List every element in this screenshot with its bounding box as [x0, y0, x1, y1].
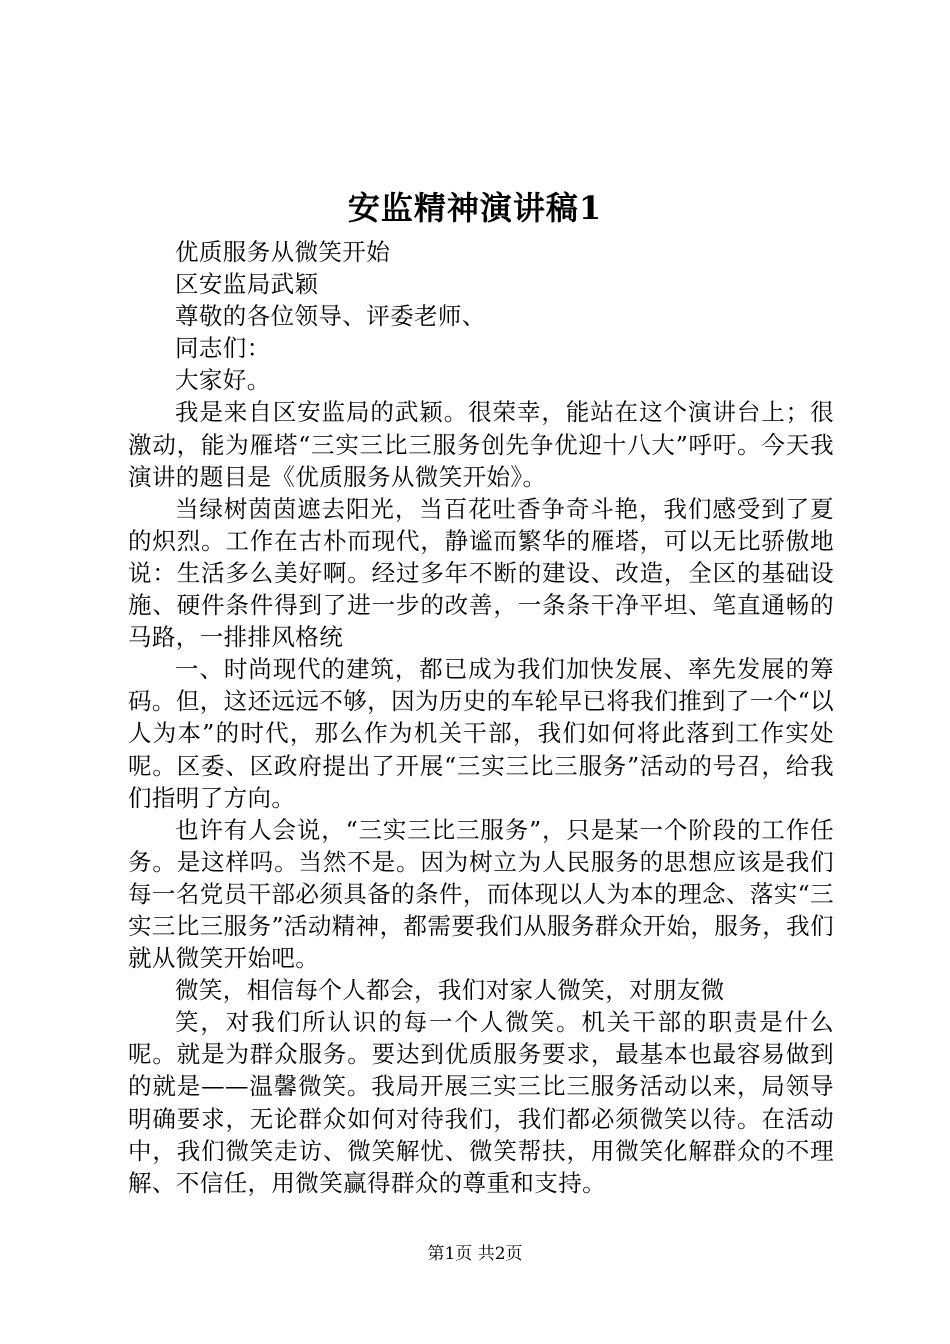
- paragraph-salutation-2: 同志们：: [175, 334, 271, 363]
- paragraph-summer: 当绿树茵茵遮去阳光，当百花吐香争奇斗艳，我们感受到了夏的炽烈。工作在古朴而现代，静谧而繁华的雁塔，可以无比骄傲地说：生活多么美好啊。经过多年不断的建设、改造，全区的基础设施、硬件条件得到了进一步的改善，一条条干净平坦、笔直通畅的马路，一排排风格统: [128, 494, 834, 652]
- paragraph-author: 区安监局武颖: [175, 270, 319, 299]
- paragraph-salutation-1: 尊敬的各位领导、评委老师、: [175, 302, 486, 331]
- paragraph-subtitle: 优质服务从微笑开始: [175, 238, 391, 266]
- paragraph-smile-intro: 微笑，相信每个人都会，我们对家人微笑，对朋友微: [175, 976, 725, 1005]
- paragraph-greeting: 大家好。: [175, 366, 271, 395]
- document-title: 安监精神演讲稿1: [347, 189, 603, 227]
- paragraph-intro: 我是来自区安监局的武颖。很荣幸，能站在这个演讲台上；很激动，能为雁塔“三实三比三服务创先争优迎十八大”呼吁。今天我演讲的题目是《优质服务从微笑开始》。: [128, 398, 834, 491]
- page-number: 第1页 共2页: [427, 1244, 523, 1264]
- paragraph-service: 也许有人会说，“三实三比三服务”，只是某一个阶段的工作任务。是这样吗。当然不是。因为树立为人民服务的思想应该是我们每一名党员干部必须具备的条件，而体现以人为本的理念、落实“三实三比三服务”活动精神，都需要我们从服务群众开始，服务，我们就从微笑开始吧。: [128, 815, 834, 973]
- paragraph-modern: 一、时尚现代的建筑，都已成为我们加快发展、率先发展的筹码。但，这还远远不够，因为历史的车轮早已将我们推到了一个“以人为本”的时代，那么作为机关干部，我们如何将此落到工作实处呢。区委、区政府提出了开展“三实三比三服务”活动的号召，给我们指明了方向。: [128, 655, 834, 812]
- document-body: [128, 236, 834, 1199]
- paragraph-smile-body: 笑，对我们所认识的每一个人微笑。机关干部的职责是什么呢。就是为群众服务。要达到优质服务要求，最基本也最容易做到的就是——温馨微笑。我局开展三实三比三服务活动以来，局领导明确要求，无论群众如何对待我们，我们都必须微笑以待。在活动中，我们微笑走访、微笑解忧、微笑帮扶，用微笑化解群众的不理解、不信任，用微笑赢得群众的尊重和支持。: [128, 1008, 834, 1197]
